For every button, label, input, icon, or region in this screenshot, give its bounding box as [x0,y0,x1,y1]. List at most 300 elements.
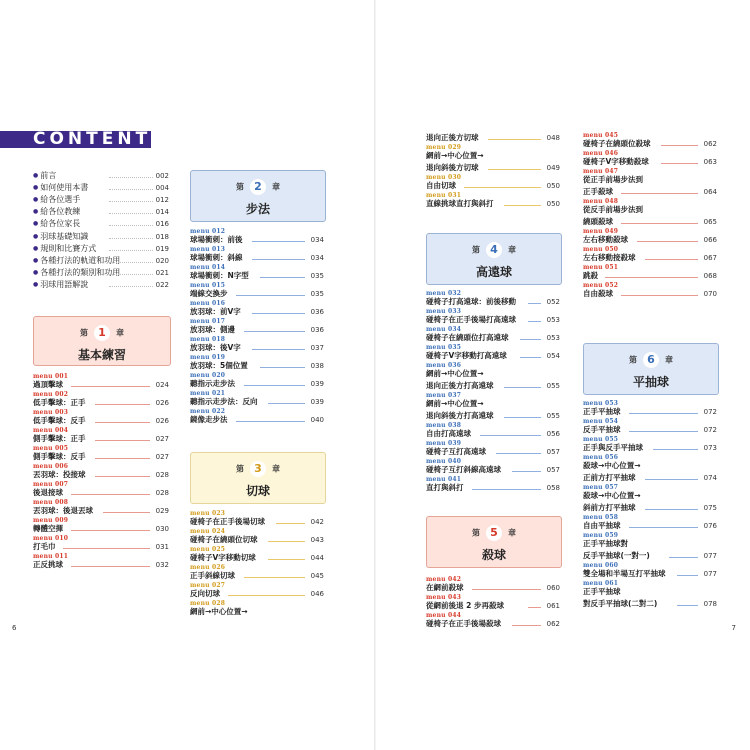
bullet-icon: ● [33,280,39,288]
entry-page: 053 [546,334,560,342]
toc-entry[interactable] [33,535,169,553]
toc-entry[interactable] [190,282,324,300]
entry-title: 從正手前場步法到 [583,175,643,184]
toc-entry[interactable] [426,362,560,380]
menu-number: menu 036 [426,362,462,369]
toc-entry[interactable] [190,528,324,546]
entry-title: 自由殺球 [583,289,613,298]
menu-number: menu 033 [426,308,462,315]
entry-page: 040 [310,416,324,424]
toc-entry[interactable] [426,440,560,458]
menu-number: menu 056 [583,454,619,461]
leader-line [629,413,698,414]
toc-entry[interactable] [33,427,169,445]
leader-line [252,313,305,314]
entry-page: 066 [703,236,717,244]
menu-number: menu 016 [190,300,226,307]
entry-page: 024 [155,381,169,389]
chapter-suffix: 章 [665,355,673,365]
entry-title: 球場衝刺：N字型 [190,271,249,280]
toc-entry[interactable] [583,150,717,168]
menu-number: menu 026 [190,564,226,571]
entry-title: 自由打高遠球 [426,429,471,438]
entry-title: 左右移動接殺球 [583,253,636,262]
menu-number: menu 050 [583,246,619,253]
toc-entry[interactable] [190,372,324,390]
menu-number: menu 051 [583,264,619,271]
toc-entry[interactable] [190,390,324,408]
entry-title: 殺球→中心位置→ [583,491,641,500]
chapter-number-badge: 3 [250,461,266,477]
entry-page: 067 [703,254,717,262]
toc-entry[interactable] [583,502,717,514]
leader-line [464,187,541,188]
toc-entry[interactable] [583,472,717,484]
toc-entry[interactable] [190,354,324,372]
intro-item[interactable] [33,243,169,256]
bullet-icon: ● [33,232,39,240]
toc-entry[interactable] [190,408,324,426]
toc-entry[interactable] [583,532,717,550]
leader-line [645,509,698,510]
entry-title: 側手擊球：正手 [33,434,86,443]
intro-item-page: 002 [155,172,169,180]
entry-title: 自由切球 [426,181,456,190]
leader-line [512,471,541,472]
toc-entry[interactable] [426,576,560,594]
toc-entry[interactable] [190,300,324,318]
entry-title: 碰椅子在繞頭位殺球 [583,139,651,148]
toc-entry[interactable] [583,246,717,264]
entry-page: 044 [310,554,324,562]
entry-title: 低手擊球：正手 [33,398,86,407]
toc-entry[interactable] [190,546,324,564]
entry-title: 在網前殺球 [426,583,464,592]
entry-title: 退向正後方打高遠球 [426,381,494,390]
chapter-prefix: 第 [236,182,244,192]
toc-entry[interactable] [33,463,169,481]
menu-number: menu 054 [583,418,619,425]
menu-number: menu 021 [190,390,226,397]
intro-item-title: 給各位教練 [40,207,81,217]
menu-number: menu 031 [426,192,462,199]
toc-entry[interactable] [190,582,324,600]
entry-title: 碰椅子V字移動殺球 [583,157,649,166]
menu-number: menu 035 [426,344,462,351]
intro-item-page: 004 [155,184,169,193]
chapter-prefix: 第 [472,528,480,538]
toc-entry[interactable] [583,282,717,300]
entry-title: 正反挑球 [33,560,63,569]
toc-entry[interactable] [190,564,324,582]
entry-page: 034 [310,254,324,262]
entry-title: 正手殺球 [583,187,613,196]
entry-title: 正手平抽球 [583,407,621,416]
entry-page: 054 [546,352,560,360]
entry-title: 自由平抽球 [583,521,621,530]
entry-page: 027 [155,435,169,443]
entry-title: 側手擊球：反手 [33,452,86,461]
leader-line [637,241,698,242]
entry-page: 064 [703,188,717,196]
toc-entry[interactable] [190,336,324,354]
entry-page: 076 [703,522,717,530]
toc-entry[interactable] [583,418,717,436]
toc-entry[interactable] [190,228,324,246]
leader-line [512,625,541,626]
entry-page: 046 [310,590,324,598]
menu-number: menu 001 [33,373,69,380]
entry-page: 078 [703,600,717,608]
toc-entry[interactable] [426,290,560,308]
entry-title: 正手與反手平抽球 [583,443,643,452]
toc-entry[interactable] [190,246,324,264]
bullet-icon: ● [33,184,39,192]
leader-line [95,404,150,405]
dot-leader [109,262,153,263]
entry-title: 鏡像走步法 [190,415,228,424]
toc-entry[interactable] [583,400,717,418]
entry-title: 正手平抽球 [583,587,621,596]
toc-entry[interactable] [583,484,717,502]
intro-item-page: 019 [155,244,169,253]
chapter-header [190,170,326,222]
bullet-icon: ● [33,220,39,228]
chapter-number-badge: 4 [486,242,502,258]
entry-title: 反手平抽球(一對一) [583,551,650,560]
menu-number: menu 007 [33,481,69,488]
intro-item[interactable] [33,279,169,292]
entry-title: 殺球→中心位置→ [583,461,641,470]
menu-number: menu 032 [426,290,462,297]
menu-number: menu 004 [33,427,69,434]
intro-item-title: 前言 [40,171,57,180]
leader-line [661,145,698,146]
entry-title: 碰椅子V字移動切球 [190,553,256,562]
entry-page: 068 [703,272,717,280]
intro-item-page: 014 [155,208,169,217]
toc-entry[interactable] [583,132,717,150]
toc-entry[interactable] [426,162,560,174]
leader-line [63,548,150,549]
leader-line [252,241,305,242]
intro-item-title: 各種打法的軌道和功用 [40,255,121,265]
menu-number: menu 013 [190,246,226,253]
menu-number: menu 045 [583,132,619,139]
entry-page: 039 [310,380,324,388]
menu-number: menu 028 [190,600,226,607]
entry-title: 放羽球：前V字 [190,307,241,316]
entry-page: 062 [546,620,560,628]
bullet-icon: ● [33,268,39,276]
intro-item[interactable] [33,267,169,280]
toc-entry[interactable] [426,174,560,192]
entry-page: 029 [155,507,169,515]
toc-entry[interactable] [426,594,560,612]
intro-item[interactable] [33,255,169,268]
entry-page: 065 [703,218,717,226]
entry-page: 050 [546,182,560,190]
entry-page: 074 [703,474,717,482]
entry-title: 聽指示走步法 [190,379,235,388]
menu-number: menu 029 [426,144,462,151]
toc-entry[interactable] [426,410,560,422]
intro-item-page: 022 [155,280,169,289]
entry-title: 正手平抽球對 [583,539,628,548]
chapter-number-badge: 1 [94,325,110,341]
entry-title: 碰椅子在正手後場切球 [190,517,265,526]
leader-line [621,295,698,296]
toc-entry[interactable] [426,458,560,476]
chapter-title: 平抽球 [632,375,669,389]
intro-item-page: 018 [155,232,169,241]
menu-number: menu 025 [190,546,226,553]
toc-entry[interactable] [426,326,560,344]
leader-line [629,431,698,432]
entry-page: 038 [310,362,324,370]
entry-page: 028 [155,471,169,479]
entry-page: 063 [703,158,717,166]
entry-title: 低手擊球：反手 [33,416,86,425]
menu-number: menu 009 [33,517,69,524]
entry-page: 055 [546,382,560,390]
entry-page: 062 [703,140,717,148]
entry-title: 球場衝刺：斜線 [190,253,243,262]
intro-item-title: 給各位家長 [40,219,81,229]
chapter-label [427,525,561,541]
menu-number: menu 034 [426,326,462,333]
menu-number: menu 008 [33,499,69,506]
bullet-icon: ● [33,244,39,252]
toc-entry[interactable] [583,228,717,246]
chapter-prefix: 第 [629,355,637,365]
toc-entry[interactable] [583,198,717,216]
toc-entry[interactable] [33,445,169,463]
entry-page: 077 [703,570,717,578]
toc-entry[interactable] [583,168,717,186]
entry-title: 雙全場和半場互打平抽球 [583,569,666,578]
toc-entry[interactable] [583,264,717,282]
entry-page: 070 [703,290,717,298]
leader-line [528,607,541,608]
intro-item[interactable] [33,194,169,207]
entry-page: 048 [546,134,560,142]
entry-title: 碰椅子互打斜線高遠球 [426,465,501,474]
intro-item-title: 羽球基礎知識 [40,231,89,241]
leader-line [496,453,541,454]
leader-line [103,512,150,513]
toc-entry[interactable] [426,476,560,494]
chapter-header [583,343,719,395]
entry-page: 058 [546,484,560,492]
toc-entry[interactable] [426,132,560,144]
leader-line [276,523,305,524]
entry-page: 057 [546,448,560,456]
entry-title: 球場衝刺：前後 [190,235,243,244]
menu-number: menu 006 [33,463,69,470]
entry-title: 轉體空揮 [33,524,63,533]
leader-line [95,476,150,477]
chapter-suffix: 章 [508,245,516,255]
entry-title: 繞頭殺球 [583,217,613,226]
leader-line [268,403,305,404]
intro-item[interactable] [33,218,169,231]
toc-entry[interactable] [33,409,169,427]
menu-number: menu 019 [190,354,226,361]
entry-page: 055 [546,412,560,420]
leader-line [520,339,541,340]
entry-title: 碰椅子打高遠球：前後移動 [426,297,516,306]
entry-page: 061 [546,602,560,610]
leader-line [528,303,541,304]
dot-leader [109,213,153,214]
toc-entry[interactable] [583,216,717,228]
intro-item[interactable] [33,231,169,244]
intro-item-title: 給各位選手 [40,195,81,205]
toc-entry[interactable] [190,264,324,282]
entry-title: 從反手前場步法到 [583,205,643,214]
intro-item-title: 羽球用語解說 [40,279,89,289]
intro-item-page: 021 [155,268,169,277]
entry-title: 網前→中心位置→ [426,399,484,408]
entry-title: 正前方打平抽球 [583,473,636,482]
toc-entry[interactable] [583,550,717,562]
toc-entry[interactable] [426,144,560,162]
toc-entry[interactable] [583,186,717,198]
menu-number: menu 037 [426,392,462,399]
entry-title: 丟羽球：投接球 [33,470,86,479]
entry-page: 057 [546,466,560,474]
menu-number: menu 044 [426,612,462,619]
leader-line [71,566,150,567]
dot-leader [109,274,153,275]
toc-entry[interactable] [33,481,169,499]
toc-entry[interactable] [426,344,560,362]
contents-title: CONTENTS [33,129,168,149]
chapter-label [191,179,325,195]
intro-item[interactable] [33,182,169,195]
dot-leader [109,177,153,178]
entry-page: 026 [155,399,169,407]
leader-line [669,557,698,558]
bullet-icon: ● [33,196,39,204]
toc-entry[interactable] [426,422,560,440]
chapter-title: 切球 [245,484,270,498]
menu-number: menu 018 [190,336,226,343]
toc-entry[interactable] [190,318,324,336]
menu-number: menu 060 [583,562,619,569]
toc-entry[interactable] [426,380,560,392]
chapter-prefix: 第 [80,328,88,338]
menu-number: menu 023 [190,510,226,517]
chapter-suffix: 章 [272,464,280,474]
entry-page: 050 [546,200,560,208]
chapter-header [190,452,326,504]
leader-line [95,422,150,423]
chapter-title: 步法 [245,202,270,216]
menu-number: menu 030 [426,174,462,181]
chapter-label [191,461,325,477]
leader-line [71,530,150,531]
menu-number: menu 002 [33,391,69,398]
entry-title: 丟羽球：後退丟球 [33,506,93,515]
toc-entry[interactable] [583,598,717,610]
toc-entry[interactable] [33,517,169,535]
leader-line [472,489,541,490]
entry-title: 網前→中心位置→ [426,151,484,160]
toc-entry[interactable] [583,436,717,454]
leader-line [504,205,541,206]
toc-entry[interactable] [190,510,324,528]
menu-number: menu 005 [33,445,69,452]
toc-entry[interactable] [426,192,560,210]
toc-entry[interactable] [426,392,560,410]
entry-title: 放羽球：後V字 [190,343,241,352]
entry-page: 043 [310,536,324,544]
toc-entry[interactable] [583,454,717,472]
entry-page: 036 [310,326,324,334]
page-number-right: 7 [731,624,736,632]
toc-entry[interactable] [426,308,560,326]
leader-line [260,277,305,278]
entry-page: 032 [155,561,169,569]
intro-item-title: 規則和比賽方式 [40,243,97,253]
menu-number: menu 047 [583,168,619,175]
bullet-icon: ● [33,208,39,216]
chapter-title: 基本練習 [77,348,126,362]
leader-line [621,193,698,194]
toc-entry[interactable] [33,391,169,409]
toc-entry[interactable] [33,373,169,391]
leader-line [488,139,541,140]
entry-page: 060 [546,584,560,592]
entry-title: 網前→中心位置→ [190,607,248,616]
leader-line [677,575,698,576]
entry-page: 056 [546,430,560,438]
toc-entry[interactable] [426,612,560,630]
chapter-prefix: 第 [236,464,244,474]
toc-entry[interactable] [583,562,717,580]
entry-title: 碰椅子在繞頭位打高遠球 [426,333,509,342]
entry-title: 聽指示走步法：反向 [190,397,258,406]
intro-item-title: 各種打法的類別和功用 [40,267,121,277]
bullet-icon: ● [33,256,39,264]
menu-number: menu 017 [190,318,226,325]
entry-title: 反向切球 [190,589,220,598]
leader-line [677,605,698,606]
chapter-header [426,233,562,285]
menu-number: menu 055 [583,436,619,443]
toc-entry[interactable] [583,514,717,532]
leader-line [244,331,305,332]
leader-line [528,321,541,322]
entry-page: 053 [546,316,560,324]
entry-page: 039 [310,398,324,406]
toc-entry[interactable] [583,580,717,598]
intro-item[interactable] [33,170,169,183]
menu-number: menu 057 [583,484,619,491]
menu-number: menu 052 [583,282,619,289]
chapter-number-badge: 2 [250,179,266,195]
intro-item[interactable] [33,206,169,219]
entry-page: 073 [703,444,717,452]
leader-line [661,163,698,164]
leader-line [252,349,305,350]
toc-entry[interactable] [190,600,324,618]
toc-entry[interactable] [33,553,169,571]
toc-entry[interactable] [33,499,169,517]
intro-item-title: 如何使用本書 [40,183,89,193]
